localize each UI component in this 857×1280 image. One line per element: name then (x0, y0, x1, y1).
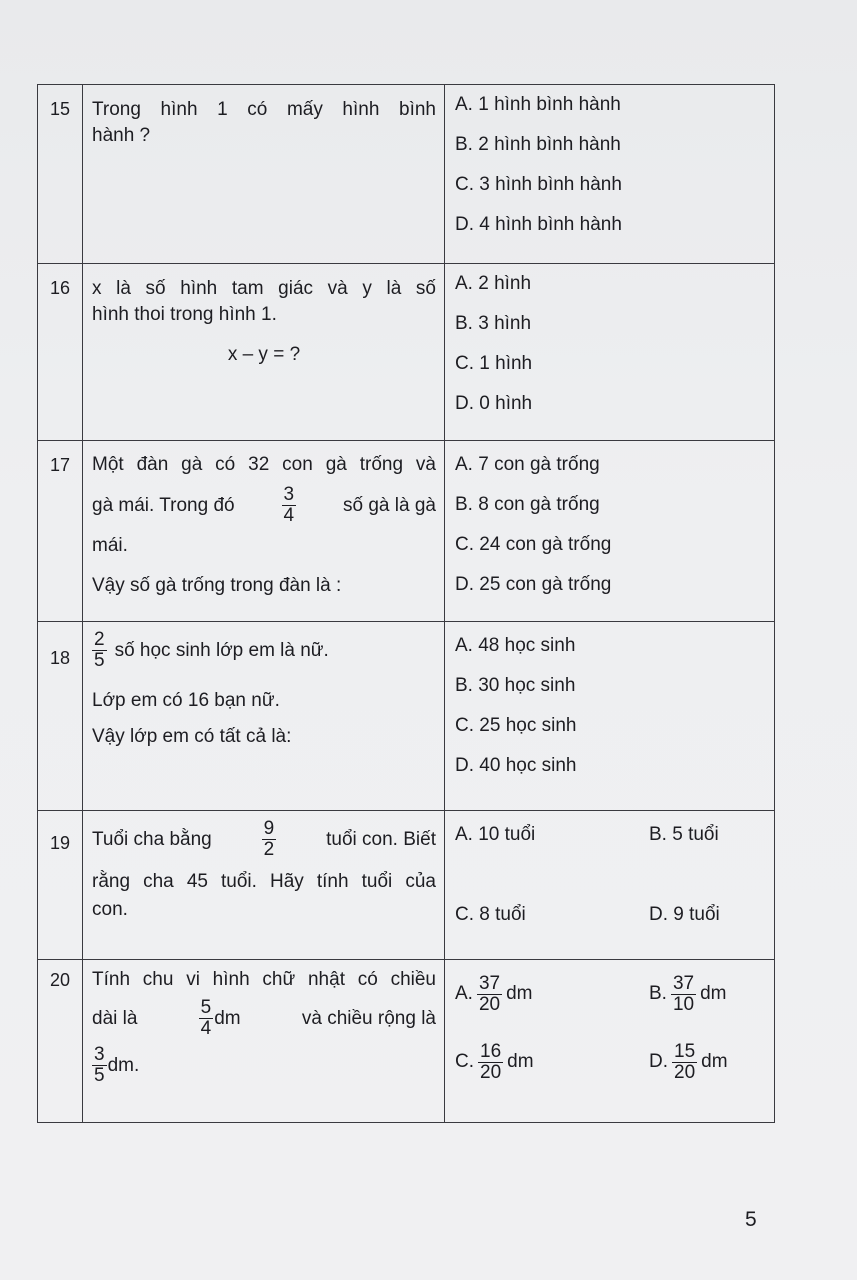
option-b[interactable]: B. 8 con gà trống (455, 494, 600, 515)
equation: x – y = ? (227, 344, 301, 365)
option-d[interactable]: D. 40 học sinh (455, 755, 577, 776)
option-a[interactable]: A. 10 tuổi (455, 824, 536, 845)
denominator: 10 (672, 993, 695, 1015)
question-row-16 (38, 264, 775, 441)
option-b[interactable] (649, 974, 727, 1015)
denominator: 4 (200, 1018, 212, 1039)
question-text (83, 622, 445, 811)
question-text (83, 811, 445, 960)
option-c[interactable]: C. 25 học sinh (455, 715, 577, 736)
question-text-part: số gà là gà (343, 494, 436, 516)
numerator: 3 (94, 1044, 105, 1065)
numerator: 16 (480, 1040, 502, 1062)
question-line: x là số hình tam giác và y là số (92, 278, 436, 299)
option-a[interactable] (455, 974, 649, 1015)
option-pair (455, 895, 774, 935)
answer-options (445, 622, 775, 811)
question-line: Một đàn gà có 32 con gà trống và (92, 454, 436, 475)
question-line (92, 485, 436, 526)
answer-options (445, 264, 775, 441)
denominator: 5 (94, 1065, 105, 1086)
denominator: 2 (263, 839, 275, 860)
question-number: 18 (38, 622, 83, 811)
unit: dm (507, 1051, 534, 1072)
denominator: 20 (674, 1061, 696, 1083)
question-text-part: Tuổi cha bằng (92, 828, 212, 850)
question-number: 20 (38, 960, 83, 1123)
fraction (477, 974, 502, 1015)
numerator: 2 (94, 629, 105, 650)
question-line (92, 1045, 436, 1086)
option-c[interactable]: C. 1 hình (455, 353, 533, 374)
option-c[interactable]: C. 8 tuổi (455, 904, 526, 925)
question-line: hành ? (92, 125, 151, 146)
fraction (671, 974, 696, 1015)
unit: dm (506, 983, 533, 1004)
page-number: 5 (745, 1208, 757, 1231)
question-line: rằng cha 45 tuổi. Hãy tính tuổi của (92, 871, 436, 892)
question-text-part: và chiều rộng là (301, 1007, 436, 1029)
unit: dm. (107, 1054, 140, 1076)
option-b[interactable]: B. 2 hình bình hành (455, 134, 621, 155)
question-number: 19 (38, 811, 83, 960)
question-line: Tính chu vi hình chữ nhật có chiều (92, 969, 436, 990)
question-text-part: tuổi con. Biết (326, 828, 436, 850)
option-a[interactable]: A. 1 hình bình hành (455, 94, 621, 115)
denominator: 20 (480, 1061, 502, 1083)
question-line: mái. (92, 535, 128, 556)
unit: dm (701, 1051, 728, 1072)
option-a[interactable]: A. 7 con gà trống (455, 454, 600, 475)
question-text (83, 85, 445, 264)
fraction (282, 485, 297, 526)
option-d[interactable]: D. 25 con gà trống (455, 574, 612, 595)
question-number: 16 (38, 264, 83, 441)
fraction (672, 1042, 697, 1083)
question-text (83, 441, 445, 622)
question-line: Trong hình 1 có mấy hình bình (92, 99, 436, 120)
question-row-19 (38, 811, 775, 960)
question-row-15 (38, 85, 775, 264)
option-c[interactable]: C. 3 hình bình hành (455, 174, 622, 195)
question-text-part: số học sinh lớp em là nữ. (114, 639, 329, 661)
option-label: D. (649, 1051, 668, 1072)
answer-options (445, 85, 775, 264)
option-c[interactable] (455, 1042, 649, 1083)
numerator: 9 (263, 818, 275, 839)
option-pair (455, 960, 774, 1028)
fraction (92, 630, 107, 671)
option-a[interactable]: A. 48 học sinh (455, 635, 576, 656)
numerator: 37 (478, 972, 501, 994)
fraction (92, 1045, 107, 1086)
option-b[interactable]: B. 30 học sinh (455, 675, 576, 696)
option-c[interactable]: C. 24 con gà trống (455, 534, 612, 555)
answer-options (445, 441, 775, 622)
unit: dm (214, 1007, 241, 1029)
option-label: A. (455, 983, 473, 1004)
question-row-18 (38, 622, 775, 811)
option-d[interactable]: D. 4 hình bình hành (455, 214, 622, 235)
option-b[interactable]: B. 3 hình (455, 313, 532, 334)
question-text-part: dài là (92, 1007, 138, 1029)
option-label: B. (649, 983, 667, 1004)
question-line: Vậy lớp em có tất cả là: (92, 726, 292, 747)
numerator: 3 (283, 484, 295, 505)
question-row-20 (38, 960, 775, 1123)
length-value (199, 998, 241, 1039)
numerator: 37 (672, 972, 695, 994)
numerator: 15 (674, 1040, 696, 1062)
fraction (199, 998, 214, 1039)
option-pair (455, 815, 774, 855)
question-line: con. (92, 899, 128, 920)
question-line: Lớp em có 16 bạn nữ. (92, 690, 280, 711)
question-row-17 (38, 441, 775, 622)
question-line (92, 998, 436, 1039)
denominator: 20 (478, 993, 501, 1015)
option-label: C. (455, 1051, 474, 1072)
fraction (478, 1042, 503, 1083)
unit: dm (700, 983, 727, 1004)
answer-options (445, 811, 775, 960)
denominator: 5 (94, 650, 105, 671)
option-b[interactable]: B. 5 tuổi (649, 824, 719, 845)
fraction (262, 819, 277, 860)
question-text (83, 960, 445, 1123)
numerator: 5 (200, 997, 212, 1018)
option-d[interactable]: D. 0 hình (455, 393, 533, 414)
answer-options (445, 960, 775, 1123)
question-number: 15 (38, 85, 83, 264)
question-line: Vậy số gà trống trong đàn là : (92, 575, 342, 596)
quiz-table (37, 84, 775, 1123)
option-pair (455, 1028, 774, 1096)
question-number: 17 (38, 441, 83, 622)
option-d[interactable] (649, 1042, 728, 1083)
option-d[interactable]: D. 9 tuổi (649, 904, 720, 925)
question-line (92, 819, 436, 860)
question-text (83, 264, 445, 441)
denominator: 4 (283, 505, 295, 526)
option-a[interactable]: A. 2 hình (455, 273, 532, 294)
question-text-part: gà mái. Trong đó (92, 494, 235, 516)
question-line: hình thoi trong hình 1. (92, 304, 277, 325)
question-line (92, 630, 436, 671)
